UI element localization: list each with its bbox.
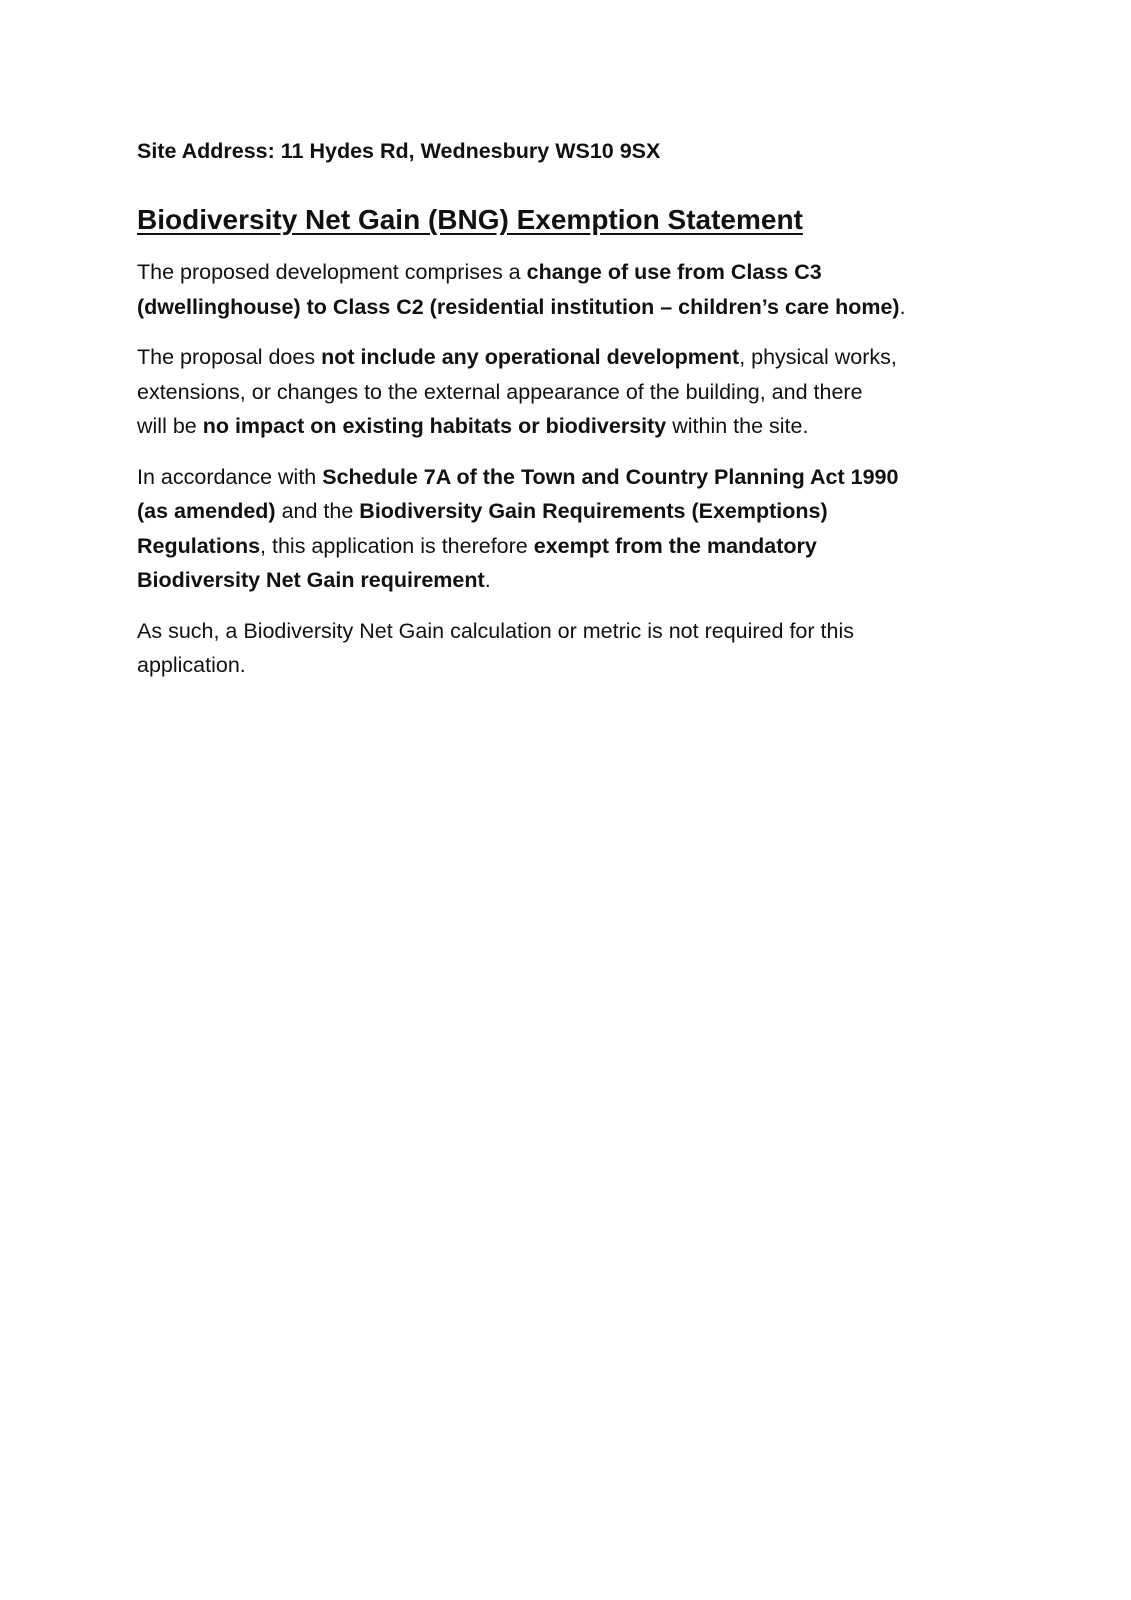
- text-run: .: [484, 568, 491, 592]
- text-line: [137, 409, 997, 444]
- bold-text-run: change of use from Class C3: [526, 260, 822, 284]
- document-body: [137, 136, 997, 699]
- text-run: The proposed development comprises a: [137, 260, 527, 284]
- text-run: .: [899, 294, 906, 319]
- text-run: The proposal does: [137, 345, 322, 369]
- text-line: [137, 563, 997, 598]
- bold-text-run: Regulations: [137, 533, 261, 558]
- bold-text-run: (dwellinghouse) to Class C2 (residential institution – children’s care home): [137, 294, 900, 319]
- document-title: Biodiversity Net Gain (BNG) Exemption Statement: [137, 204, 803, 235]
- paragraph-no-operational-development: [137, 340, 997, 444]
- bold-text-run: Schedule 7A of the Town and Country Planning Act 1990: [322, 464, 899, 489]
- text-run: In accordance with: [137, 464, 323, 489]
- bold-text-run: Biodiversity Gain Requirements (Exemptions): [359, 499, 828, 523]
- text-line: [137, 340, 997, 375]
- text-run: , physical works,: [739, 345, 897, 369]
- text-line: [137, 375, 997, 410]
- paragraph-conclusion: [137, 614, 997, 683]
- text-run: within the site.: [666, 414, 809, 438]
- text-run: application.: [137, 653, 246, 677]
- site-address: Site Address: 11 Hydes Rd, Wednesbury WS10 9SX: [137, 139, 661, 163]
- text-line: [137, 614, 997, 649]
- text-line: [137, 529, 997, 564]
- bold-text-run: (as amended): [137, 499, 276, 523]
- text-line: [137, 290, 997, 325]
- bold-text-run: not include any operational development: [321, 345, 740, 369]
- text-run: , this application is therefore: [260, 533, 534, 558]
- text-run: will be: [137, 414, 203, 438]
- bold-text-run: exempt from the mandatory: [533, 533, 817, 558]
- text-line: [137, 255, 997, 290]
- paragraph-change-of-use: [137, 255, 997, 324]
- bold-text-run: no impact on existing habitats or biodiversity: [202, 414, 667, 438]
- text-line: [137, 648, 997, 683]
- text-run: As such, a Biodiversity Net Gain calculation or metric is not required for this: [137, 618, 854, 643]
- paragraph-legal-exemption: [137, 460, 997, 598]
- bold-text-run: Biodiversity Net Gain requirement: [137, 568, 485, 592]
- text-run: extensions, or changes to the external appearance of the building, and there: [137, 379, 863, 404]
- text-line: [137, 494, 997, 529]
- text-run: and the: [275, 499, 360, 523]
- text-line: [137, 460, 997, 495]
